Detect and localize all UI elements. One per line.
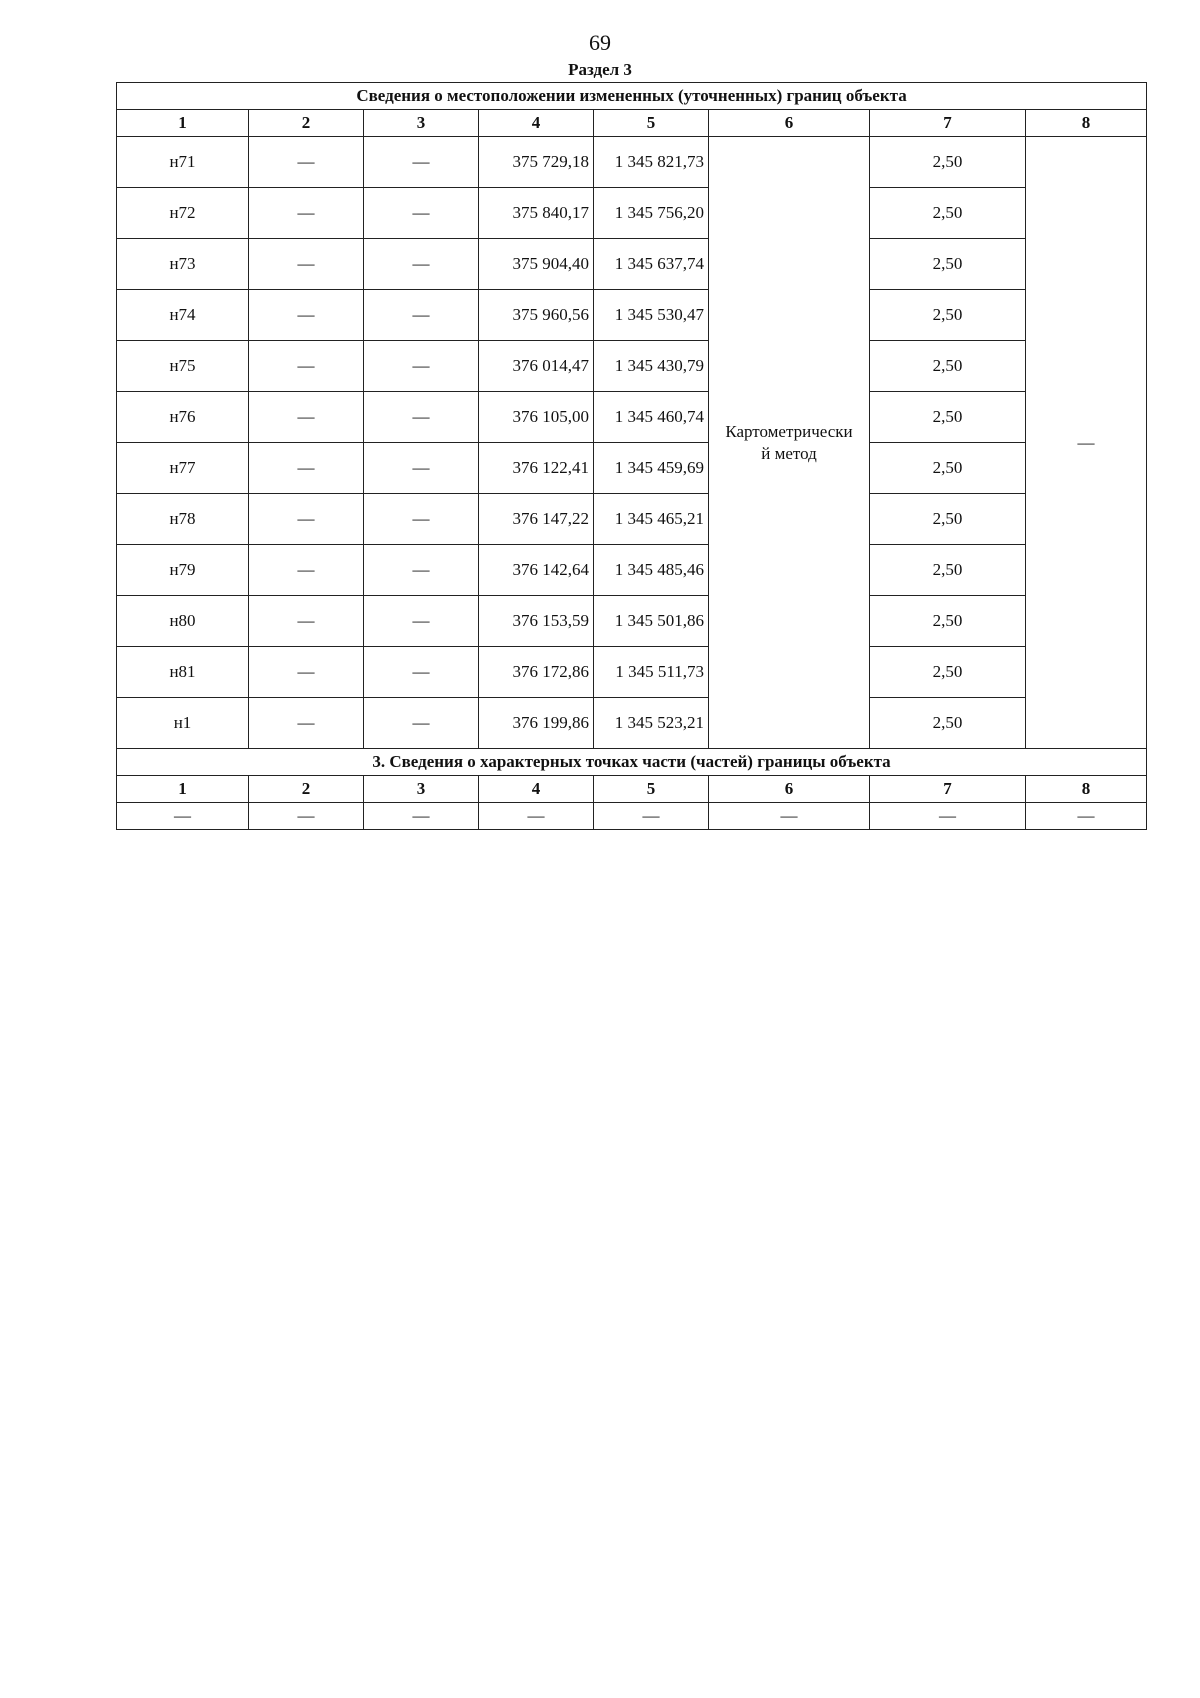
accuracy-cell: 2,50 — [870, 392, 1026, 443]
y-coordinate-cell: 1 345 465,21 — [594, 494, 709, 545]
method-cell — [709, 137, 870, 749]
x-coordinate-cell: 376 014,47 — [479, 341, 594, 392]
col3-cell: — — [364, 443, 479, 494]
table2-column-header-3: 3 — [364, 776, 479, 803]
x-coordinate-cell: 376 153,59 — [479, 596, 594, 647]
col3-cell: — — [364, 290, 479, 341]
table-row — [117, 545, 1147, 596]
column-header-8: 8 — [1026, 110, 1147, 137]
col3-cell: — — [364, 239, 479, 290]
col2-cell: — — [249, 494, 364, 545]
x-coordinate-cell: 376 172,86 — [479, 647, 594, 698]
section-title: Раздел 3 — [568, 60, 632, 79]
table2-cell-4: — — [479, 803, 594, 830]
table-row — [117, 647, 1147, 698]
col3-cell: — — [364, 494, 479, 545]
x-coordinate-cell: 375 904,40 — [479, 239, 594, 290]
y-coordinate-cell: 1 345 756,20 — [594, 188, 709, 239]
page-number: 69 — [589, 30, 611, 55]
table-row — [117, 392, 1147, 443]
point-name-cell: н76 — [117, 392, 249, 443]
point-name-cell: н80 — [117, 596, 249, 647]
x-coordinate-cell: 376 105,00 — [479, 392, 594, 443]
x-coordinate-cell: 376 199,86 — [479, 698, 594, 749]
point-name-cell: н78 — [117, 494, 249, 545]
accuracy-cell: 2,50 — [870, 239, 1026, 290]
table2-column-header-2: 2 — [249, 776, 364, 803]
col3-cell: — — [364, 137, 479, 188]
col3-cell: — — [364, 596, 479, 647]
column-header-3: 3 — [364, 110, 479, 137]
table-header-row — [117, 110, 1147, 137]
accuracy-cell: 2,50 — [870, 188, 1026, 239]
table-row — [117, 137, 1147, 188]
table2-cell-7: — — [870, 803, 1026, 830]
col3-cell: — — [364, 698, 479, 749]
table2-caption-row — [117, 749, 1147, 776]
table-row — [117, 596, 1147, 647]
x-coordinate-cell: 376 122,41 — [479, 443, 594, 494]
col2-cell: — — [249, 596, 364, 647]
table2-column-header-5: 5 — [594, 776, 709, 803]
point-name-cell: н75 — [117, 341, 249, 392]
col2-cell: — — [249, 188, 364, 239]
table-row — [117, 443, 1147, 494]
table2-cell-1: — — [117, 803, 249, 830]
column-header-5: 5 — [594, 110, 709, 137]
table-row — [117, 341, 1147, 392]
accuracy-cell: 2,50 — [870, 647, 1026, 698]
col2-cell: — — [249, 443, 364, 494]
x-coordinate-cell: 375 960,56 — [479, 290, 594, 341]
column-header-4: 4 — [479, 110, 594, 137]
accuracy-cell: 2,50 — [870, 443, 1026, 494]
accuracy-cell: 2,50 — [870, 137, 1026, 188]
column-header-2: 2 — [249, 110, 364, 137]
accuracy-cell: 2,50 — [870, 290, 1026, 341]
y-coordinate-cell: 1 345 523,21 — [594, 698, 709, 749]
table2-cell-3: — — [364, 803, 479, 830]
accuracy-cell: 2,50 — [870, 545, 1026, 596]
table2-row — [117, 803, 1147, 830]
table2-caption: 3. Сведения о характерных точках части (частей) границы объекта — [117, 749, 1147, 776]
accuracy-cell: 2,50 — [870, 698, 1026, 749]
point-name-cell: н1 — [117, 698, 249, 749]
col2-cell: — — [249, 341, 364, 392]
table-row — [117, 188, 1147, 239]
point-name-cell: н77 — [117, 443, 249, 494]
col2-cell: — — [249, 290, 364, 341]
column-header-6: 6 — [709, 110, 870, 137]
method-text-line1: Картометрически — [725, 421, 853, 441]
table2-column-header-6: 6 — [709, 776, 870, 803]
column-header-7: 7 — [870, 110, 1026, 137]
y-coordinate-cell: 1 345 501,86 — [594, 596, 709, 647]
col2-cell: — — [249, 137, 364, 188]
table-caption: Сведения о местоположении измененных (уточненных) границ объекта — [117, 83, 1147, 110]
table2-cell-8: — — [1026, 803, 1147, 830]
point-name-cell: н79 — [117, 545, 249, 596]
table2-column-header-1: 1 — [117, 776, 249, 803]
table2-column-header-7: 7 — [870, 776, 1026, 803]
table2-cell-5: — — [594, 803, 709, 830]
point-name-cell: н73 — [117, 239, 249, 290]
table-caption-row — [117, 83, 1147, 110]
col2-cell: — — [249, 392, 364, 443]
table-row — [117, 239, 1147, 290]
point-name-cell: н81 — [117, 647, 249, 698]
accuracy-cell: 2,50 — [870, 494, 1026, 545]
x-coordinate-cell: 376 147,22 — [479, 494, 594, 545]
method-text-line2: й метод — [761, 443, 817, 463]
x-coordinate-cell: 375 729,18 — [479, 137, 594, 188]
table-row — [117, 698, 1147, 749]
col3-cell: — — [364, 647, 479, 698]
col2-cell: — — [249, 239, 364, 290]
y-coordinate-cell: 1 345 485,46 — [594, 545, 709, 596]
y-coordinate-cell: 1 345 460,74 — [594, 392, 709, 443]
table2-cell-6: — — [709, 803, 870, 830]
col2-cell: — — [249, 698, 364, 749]
col8-cell: — — [1026, 137, 1147, 749]
table2-column-header-4: 4 — [479, 776, 594, 803]
point-name-cell: н71 — [117, 137, 249, 188]
col3-cell: — — [364, 545, 479, 596]
col2-cell: — — [249, 647, 364, 698]
y-coordinate-cell: 1 345 821,73 — [594, 137, 709, 188]
y-coordinate-cell: 1 345 459,69 — [594, 443, 709, 494]
col3-cell: — — [364, 188, 479, 239]
point-name-cell: н74 — [117, 290, 249, 341]
accuracy-cell: 2,50 — [870, 341, 1026, 392]
table2-column-header-8: 8 — [1026, 776, 1147, 803]
table-row — [117, 290, 1147, 341]
col2-cell: — — [249, 545, 364, 596]
coordinates-table — [116, 82, 1147, 830]
table-row — [117, 494, 1147, 545]
table2-header-row — [117, 776, 1147, 803]
column-header-1: 1 — [117, 110, 249, 137]
y-coordinate-cell: 1 345 637,74 — [594, 239, 709, 290]
point-name-cell: н72 — [117, 188, 249, 239]
table2-cell-2: — — [249, 803, 364, 830]
col3-cell: — — [364, 341, 479, 392]
y-coordinate-cell: 1 345 511,73 — [594, 647, 709, 698]
accuracy-cell: 2,50 — [870, 596, 1026, 647]
y-coordinate-cell: 1 345 530,47 — [594, 290, 709, 341]
y-coordinate-cell: 1 345 430,79 — [594, 341, 709, 392]
x-coordinate-cell: 376 142,64 — [479, 545, 594, 596]
col3-cell: — — [364, 392, 479, 443]
x-coordinate-cell: 375 840,17 — [479, 188, 594, 239]
